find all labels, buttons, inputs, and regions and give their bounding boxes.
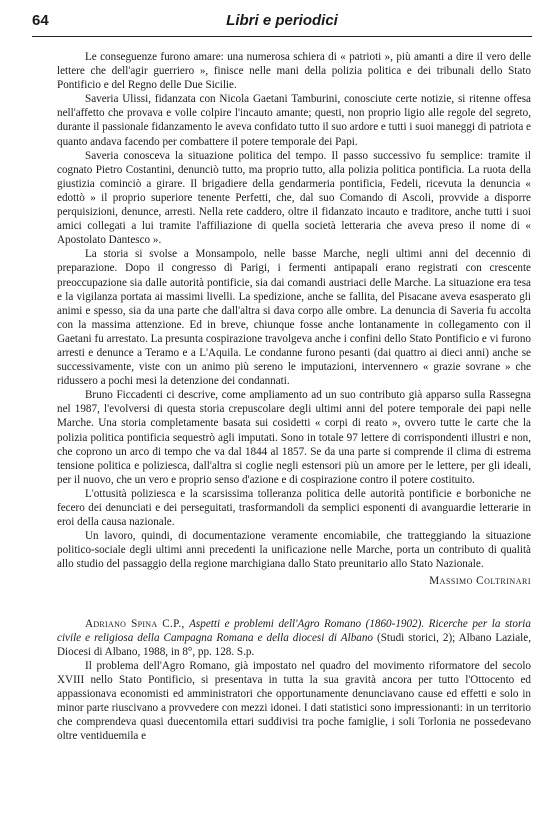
book-title: Aspetti e problemi dell'Agro Romano (1860-1902). Ricerche per la storia civile e religiosa della Campagna Romana e della diocesi di Albano	[57, 617, 531, 644]
paragraph: L'ottusità poliziesca e la scarsissima tolleranza politica delle autorità pontificie e borboniche ne fecero dei denunciati e dei perseguitati, trasformandoli da semplici esponenti di avanguardie letterarie in eroi della causa nazionale.	[57, 487, 531, 529]
paragraph: Saveria Ulissi, fidanzata con Nicola Gaetani Tamburini, conosciute certe notizie, si ritenne offesa nell'affetto che provava e volle colpire l'incauto amante; questi, non proprio ligio alle regole del segreto, durante il passionale fidanzamento le aveva confidato tutto il suo ardore e tutti i suoi maneggi di patriota e quanto andava facendo per combattere il potere temporale dei Papi.	[57, 93, 531, 148]
review-spina	[57, 617, 531, 744]
book-details: (Studi storici, 2); Albano Laziale, Diocesi di Albano, 1988, in 8°, pp. 128. S.p.	[57, 631, 531, 658]
paragraph: Il problema dell'Agro Romano, già impostato nel quadro del movimento riformatore del secolo XVIII nello Stato Pontificio, si presentava in tutta la sua gravità ancora per tutto l'Ottocento ed appassionava economisti ed amministratori che opportunamente denunciavano cause ed effetti e solo in minor parte riuscivano a provvedere con mezzi idonei. I dati statistici sono impressionanti: in un territorio che comprendeva quasi duecentomila ettari suddivisi tra poche famiglie, i soli Torlonia ne possedevano oltre ventiduemila e	[57, 659, 531, 743]
paragraph: Le conseguenze furono amare: una numerosa schiera di « patrioti », più amanti a dire il vero delle lettere che dell'agir guerriero », finisce nelle mani della polizia politica e dei tribunali dello Stato Pontificio e del Regno delle Due Sicilie.	[57, 51, 531, 92]
book-author: Adriano Spina C.P.,	[85, 617, 185, 630]
running-title: Libri e periodici	[226, 12, 338, 29]
paragraph: Saveria conosceva la situazione politica del tempo. Il passo successivo fu semplice: tramite il cognato Pietro Costantini, denunciò tutto, ma proprio tutto, alla polizia politica pontificia. La ruota della giustizia cominciò a girare. Il brigadiere della gendarmeria pontificia, Fedeli, ricevuta la denuncia « edottò » il proprio superiore tenente Perfetti, che, dal suo Comando di Ascoli, provvide a disporre perquisizioni, denunce, arresti. Nella rete caddero, oltre il fidanzato incauto e traditore, anche tutti i suoi amici collegati a lui tramite l'affiliazione di quella società letteraria che aveva preso il nome di « Apostolato Dantesco ».	[57, 149, 531, 247]
paragraph: La storia si svolse a Monsampolo, nelle basse Marche, negli ultimi anni del decennio di preparazione. Dopo il congresso di Parigi, i fermenti antipapali erano registrati con crescente preoccupazione sia dalle autorità pontificie, sia dai comandi austriaci delle Marche. La situazione era tesa e la vigilanza portata ai massimi livelli. La spedizione, anche se fallita, del Pisacane aveva esasperato gli animi e spesso, sia da una parte che dall'altra si dava corpo alle ombre. La denuncia di Saveria fu accolta con la massima attenzione. Ed in breve, chiunque fosse anche lontanamente in collegamento con il Gaetani fu arrestato. La presunta cospirazione travolgeva anche i confini dello Stato Pontificio e vi furono arresti e denunce a Teramo e a L'Aquila. Le condanne furono pesanti (dai quattro ai dieci anni) anche se successivamente, viste con un animo più sereno le imputazioni, intervennero « grazie sovrane » che ridussero a pochi mesi la detenzione dei condannati.	[57, 248, 531, 388]
page-number: 64	[32, 12, 49, 29]
page-body	[57, 50, 531, 743]
reviewer-signature: Massimo Coltrinari	[429, 575, 531, 588]
page-header	[32, 10, 532, 37]
paragraph: Bruno Ficcadenti ci descrive, come ampliamento ad un suo contributo già apparso sulla Rassegna nel 1987, l'evolversi di questa storia crepuscolare degli ultimi anni del potere temporale dei papi nelle Marche. Una storia completamente basata sui cosidetti « corpi di reato », ovvero tutte le carte che la polizia politica pontificia sequestrò agli imputati. Sono in totale 97 lettere di corrispondenti illustri e non, che coprono un arco di tempo che va dal 1844 al 1857. Se da una parte si comprende il clima di estrema tensione politica e poliziesca, dall'altra si coglie negli estensori più un amore per le lettere, per gli ideali, per il nuovo, che un vero e proprio senso d'azione e di cospirazione contro il potere costituito.	[57, 389, 531, 486]
bibliographic-citation	[57, 617, 531, 659]
paragraph: Un lavoro, quindi, di documentazione veramente encomiabile, che tratteggiando la situazione politico-sociale degli ultimi anni precedenti la unificazione nelle Marche, porta un contributo di qualità allo studio del passaggio della regione marchigiana dallo Stato preunitario allo Stato Nazionale.	[57, 530, 531, 571]
review-coltrinari	[57, 50, 531, 589]
